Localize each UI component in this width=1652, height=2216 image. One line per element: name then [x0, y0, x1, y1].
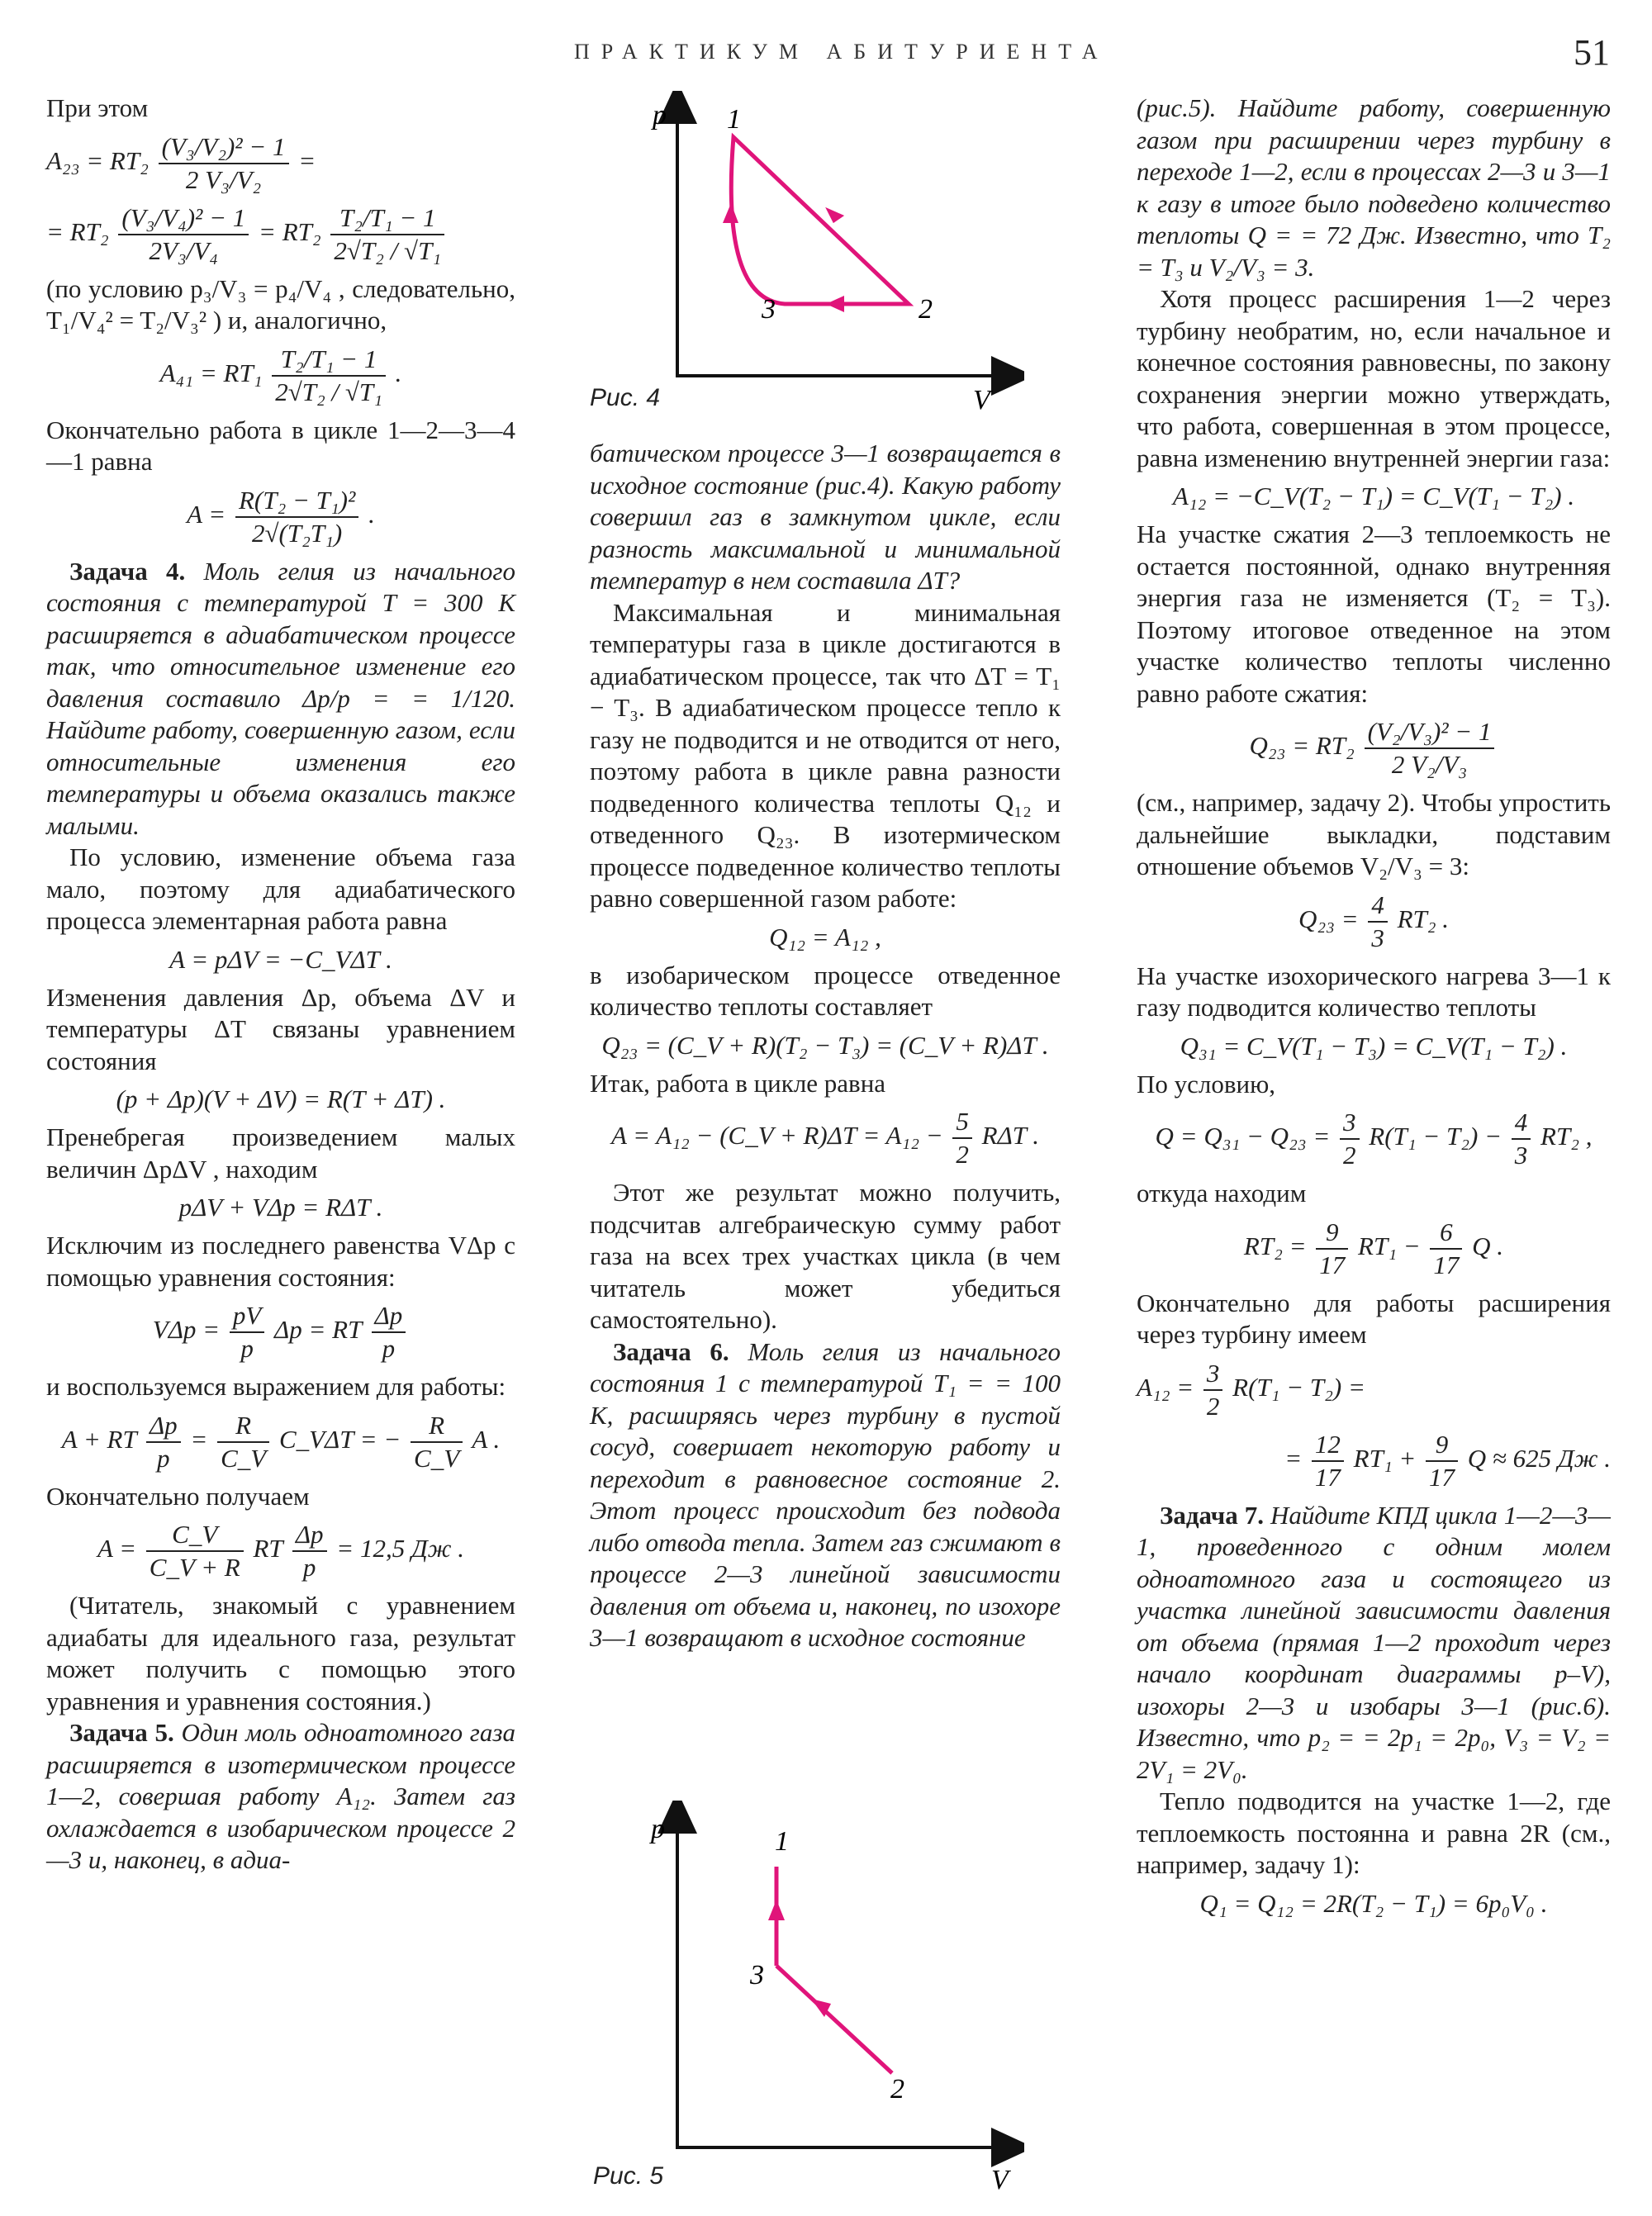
- paragraph: По условию,: [1137, 1069, 1276, 1099]
- fraction: [952, 1106, 972, 1170]
- task-text: Найдите КПД цикла 1—2—3—1, проведенного с одним молем одноатомного газа и состоящего из участка линейной зависимости давления от объема (прямая 1—2 проходит через начало координат диаграммы p–V), изохоры 2—3 и изобары 3—1 (рис.6). Известно, что p₂ = = 2p₁ = 2p₀, V₃ = V₂ = 2V₁ = 2V₀.: [1137, 1500, 1611, 1784]
- label-axis-p: p: [651, 1814, 665, 1844]
- fraction: [411, 1410, 463, 1474]
- label-axis-p: p: [653, 100, 667, 130]
- formula-part: Q = Q₃₁ − Q₂₃ =: [1155, 1122, 1331, 1151]
- denominator: C_V + R: [149, 1553, 240, 1582]
- paragraph: Тепло подводится на участке 1—2, где теплоемкость постоянна и равна 2R (см., например, задачу 1):: [1137, 1787, 1611, 1879]
- fraction: [1312, 1429, 1344, 1493]
- fraction: [272, 344, 386, 408]
- task-label: Задача 7.: [1160, 1500, 1265, 1530]
- denominator: 17: [1433, 1250, 1460, 1279]
- formula-part: .: [368, 499, 375, 529]
- figure-4: [578, 91, 1024, 421]
- formula: Q₂₃ = (C_V + R)(T₂ − T₃) = (C_V + R)ΔT .: [601, 1030, 1049, 1060]
- figure-caption: Рис. 5: [593, 2162, 664, 2190]
- paragraph: При этом: [46, 93, 149, 122]
- paragraph: Окончательно получаем: [46, 1481, 310, 1511]
- task-text: Моль гелия из начального состояния с температурой T = 300 К расширяется в адиабатическом процессе так, что относительное изменение его давления составило Δp/p = = 1/120. Найдите работу, совершенную газом, если относительные изменения его температуры и объема оказались также малыми.: [46, 556, 515, 840]
- formula-part: RT₂ ,: [1540, 1122, 1593, 1151]
- numerator: T₂/T₁ − 1: [272, 344, 386, 377]
- figure-5: [578, 1801, 1024, 2197]
- fraction: [217, 1410, 269, 1474]
- fraction: [292, 1519, 327, 1583]
- formula-part: A =: [97, 1534, 137, 1564]
- fraction: [230, 1300, 264, 1364]
- task-5: [46, 1717, 515, 1877]
- denominator: 2√T₂ / √T₁: [275, 377, 382, 406]
- numerator: R: [411, 1410, 463, 1443]
- numerator: 6: [1430, 1217, 1462, 1250]
- formula-part: A₁₂ =: [1137, 1372, 1194, 1402]
- numerator: C_V: [146, 1519, 244, 1552]
- numerator: R(T₂ − T₁)²: [235, 485, 358, 518]
- formula-part: Q₂₃ =: [1298, 904, 1359, 933]
- label-point-3: 3: [750, 1960, 764, 1991]
- paragraph: Окончательно для работы расширения через турбину имеем: [1137, 1288, 1611, 1349]
- paragraph: Пренебрегая произведением малых величин ΔpΔV , находим: [46, 1122, 515, 1184]
- fraction: [118, 202, 249, 267]
- fraction: [146, 1410, 181, 1474]
- paragraph: (по условию p₃/V₃ = p₄/V₄ , следовательно, T₁/V₄² = T₂/V₃² ) и, аналогично,: [46, 273, 515, 335]
- fraction: [1203, 1358, 1223, 1422]
- fraction: [1368, 890, 1388, 954]
- formula-part: RT: [253, 1534, 283, 1564]
- formula-a12: [1137, 1358, 1611, 1422]
- denominator: 17: [1314, 1462, 1341, 1492]
- formula-part: Δp = RT: [274, 1315, 362, 1345]
- label-point-1: 1: [727, 104, 741, 135]
- fraction: [1316, 1217, 1348, 1281]
- running-title: ПРАКТИКУМ АБИТУРИЕНТА: [574, 40, 1109, 64]
- numerator: Δp: [372, 1300, 406, 1333]
- formula-vdp: [46, 1300, 515, 1364]
- paragraph: (Читатель, знакомый с уравнением адиабаты для идеального газа, результат может получить с помощью этого уравнения и уравнения состояния.): [46, 1591, 515, 1715]
- formula-part: RT₂ .: [1397, 904, 1450, 933]
- fraction: [372, 1300, 406, 1364]
- label-point-3: 3: [762, 294, 776, 325]
- paragraph: На участке изохорического нагрева 3—1 к газу подводится количество теплоты: [1137, 961, 1611, 1022]
- denominator: 2 V₂/V₃: [1391, 750, 1468, 779]
- fraction: [1426, 1429, 1458, 1493]
- numerator: 3: [1203, 1358, 1223, 1391]
- numerator: 5: [952, 1106, 972, 1139]
- column-middle: [590, 438, 1061, 1654]
- arrow-3-1: [768, 1900, 785, 1920]
- paragraph: в изобарическом процессе отведенное количество теплоты составляет: [590, 960, 1061, 1021]
- numerator: Δp: [146, 1410, 181, 1443]
- denominator: 3: [1371, 923, 1384, 952]
- formula-a23-cont: [46, 202, 515, 267]
- page-header: [0, 0, 1652, 91]
- paragraph: батическом процессе 3—1 возвращается в исходное состояние (рис.4). Какую работу совершил газ в замкнутом цикле, если разность максимальной и минимальной температур в нем составила ΔT?: [590, 439, 1061, 595]
- formula: (p + Δp)(V + ΔV) = R(T + ΔT) .: [116, 1084, 446, 1113]
- denominator: p: [382, 1334, 396, 1363]
- label-point-2: 2: [890, 2074, 904, 2104]
- denominator: 2√(T₂T₁): [252, 518, 343, 548]
- denominator: p: [240, 1334, 254, 1363]
- formula-part: A₄₁ = RT₁: [159, 358, 263, 387]
- label-point-2: 2: [919, 294, 933, 325]
- formula-a41: [46, 344, 515, 408]
- formula-part: RΔT .: [981, 1121, 1039, 1151]
- denominator: 2√T₂ / √T₁: [334, 235, 442, 265]
- figure-caption: Рис. 4: [590, 384, 661, 411]
- paragraph: По условию, изменение объема газа мало, поэтому для адиабатического процесса элементарная работа равна: [46, 842, 515, 935]
- formula-part: A = A₁₂ − (C_V + R)ΔT = A₁₂ −: [611, 1121, 943, 1151]
- formula-work: [46, 1410, 515, 1474]
- formula-part: RT₂ =: [1243, 1231, 1307, 1260]
- formula-part: A .: [472, 1424, 501, 1454]
- task-label: Задача 5.: [69, 1718, 174, 1747]
- numerator: R: [217, 1410, 269, 1443]
- numerator: 4: [1512, 1107, 1531, 1140]
- paragraph: На участке сжатия 2—3 теплоемкость не остается постоянной, однако внутренняя энергия газа не изменяется (T₂ = T₃). Поэтому итоговое отведенное на этом участке количество теплоты численно равно работе сжатия:: [1137, 520, 1611, 708]
- formula-rt2: [1137, 1217, 1611, 1281]
- formula-part: A₂₃ = RT₂: [46, 145, 149, 175]
- formula: A = pΔV = −C_VΔT .: [169, 944, 392, 974]
- formula-q23-num: [1137, 890, 1611, 954]
- numerator: (V₃/V₄)² − 1: [118, 202, 249, 235]
- numerator: 4: [1368, 890, 1388, 923]
- formula-part: Q ≈ 625 Дж .: [1467, 1443, 1611, 1473]
- formula-part: C_VΔT = −: [278, 1424, 401, 1454]
- denominator: 2: [1343, 1141, 1356, 1170]
- formula-part: A + RT: [61, 1424, 137, 1454]
- column-right: [1137, 93, 1611, 1926]
- fraction: [1365, 716, 1495, 781]
- numerator: (V₃/V₂)² − 1: [159, 131, 289, 164]
- formula-a-cycle: [46, 485, 515, 549]
- formula-q23: [1137, 716, 1611, 781]
- fraction: [159, 131, 289, 196]
- fraction: [1512, 1107, 1531, 1171]
- arrow-1-2: [825, 206, 845, 224]
- task-7: [1137, 1500, 1611, 1787]
- paragraph: откуда находим: [1137, 1179, 1307, 1208]
- denominator: 2V₃/V₄: [149, 235, 219, 265]
- formula-result: [46, 1519, 515, 1583]
- formula: pΔV + VΔp = RΔT .: [178, 1193, 383, 1222]
- paragraph: Итак, работа в цикле равна: [590, 1068, 886, 1098]
- page-number: 51: [1574, 32, 1610, 73]
- formula-part: RT₁ +: [1353, 1443, 1417, 1473]
- formula-part: .: [395, 358, 402, 387]
- fraction: [330, 202, 444, 267]
- denominator: 17: [1429, 1462, 1455, 1492]
- formula-part: RT₁ −: [1358, 1231, 1421, 1260]
- fraction: [146, 1519, 244, 1583]
- denominator: 2: [1206, 1391, 1220, 1421]
- paragraph: Хотя процесс расширения 1—2 через турбину необратим, но, если начальное и конечное состояния равновесны, по закону сохранения энергии можно утверждать, что работа, совершенная в этом процессе, равна изменению внутренней энергии газа:: [1137, 284, 1611, 472]
- paragraph: Окончательно работа в цикле 1—2—3—4—1 равна: [46, 415, 515, 476]
- formula-part: =: [298, 145, 316, 175]
- denominator: C_V: [221, 1443, 267, 1473]
- arrow-3-1: [723, 203, 738, 223]
- task-6: [590, 1336, 1061, 1654]
- label-axis-v: V: [991, 2165, 1009, 2195]
- denominator: 2: [956, 1140, 969, 1169]
- numerator: 3: [1340, 1107, 1360, 1140]
- label-point-1: 1: [775, 1826, 789, 1857]
- denominator: 17: [1319, 1250, 1346, 1279]
- numerator: 12: [1312, 1429, 1344, 1462]
- denominator: 3: [1514, 1141, 1528, 1170]
- arrow-2-3: [826, 296, 844, 312]
- numerator: 9: [1426, 1429, 1458, 1462]
- formula-part: R(T₁ − T₂) =: [1232, 1372, 1365, 1402]
- paragraph: Изменения давления Δp, объема ΔV и температуры ΔT связаны уравнением состояния: [46, 982, 515, 1075]
- formula-part: = RT₂: [259, 216, 321, 246]
- formula: A₁₂ = −C_V(T₂ − T₁) = C_V(T₁ − T₂) .: [1172, 482, 1575, 510]
- numerator: T₂/T₁ − 1: [330, 202, 444, 235]
- denominator: C_V: [414, 1443, 460, 1473]
- paragraph: Исключим из последнего равенства VΔp с помощью уравнения состояния:: [46, 1231, 515, 1292]
- formula-part: R(T₁ − T₂) −: [1369, 1122, 1502, 1151]
- cycle-path: [731, 137, 909, 304]
- formula-part: VΔp =: [152, 1315, 221, 1345]
- task-text: Моль гелия из начального состояния 1 с температурой T₁ = = 100 К, расширяясь через турбину в пустой сосуд, совершает некоторую работу и переходит в равновесное состояние 2. Этот процесс происходит без подвода либо отвода тепла. Затем газ сжимают в процессе 2—3 линейной зависимости давления от объема и, наконец, по изохоре 3—1 возвращают в исходное состояние: [590, 1336, 1061, 1652]
- fraction: [235, 485, 358, 549]
- task-label: Задача 4.: [69, 556, 186, 586]
- paragraph: Максимальная и минимальная температуры газа в цикле достигаются в адиабатическом процессе, так что ΔT = T₁ − T₃. В адиабатическом процессе тепло к газу не подводится и не отводится от него, поэтому работа в цикле равна разности подведенного количества теплоты Q₁₂ и отведенного Q₂₃. В изотермическом процессе подведенное количество теплоты равно совершенной газом работе:: [590, 597, 1061, 913]
- column-left: [46, 93, 515, 1877]
- task-label: Задача 6.: [613, 1336, 729, 1366]
- formula-part: Q .: [1472, 1231, 1504, 1260]
- formula-q: [1137, 1107, 1611, 1171]
- formula: Q₁ = Q₁₂ = 2R(T₂ − T₁) = 6p₀V₀ .: [1199, 1888, 1548, 1918]
- numerator: Δp: [292, 1519, 327, 1552]
- formula-part: =: [1284, 1443, 1303, 1473]
- denominator: p: [157, 1443, 170, 1473]
- numerator: pV: [230, 1300, 264, 1333]
- formula: Q₃₁ = C_V(T₁ − T₃) = C_V(T₁ − T₂) .: [1180, 1031, 1568, 1061]
- paragraph: (см., например, задачу 2). Чтобы упростить дальнейшие выкладки, подставим отношение объемов V₂/V₃ = 3:: [1137, 788, 1611, 880]
- task-4: [46, 556, 515, 842]
- denominator: 2 V₃/V₂: [185, 164, 262, 194]
- formula-part: Q₂₃ = RT₂: [1249, 731, 1355, 761]
- paragraph: и воспользуемся выражением для работы:: [46, 1372, 506, 1401]
- formula: Q₁₂ = A₁₂ ,: [769, 922, 881, 951]
- segment-2-3: [776, 1966, 892, 2073]
- formula-part: = RT₂: [46, 216, 109, 246]
- fraction: [1340, 1107, 1360, 1171]
- formula-part: =: [190, 1424, 208, 1454]
- label-axis-v: V: [973, 385, 990, 415]
- task-text: Один моль одноатомного газа расширяется в изотермическом процессе 1—2, совершая работу A₁₂. Затем газ охлаждается в изобарическом процессе 2—3 и, наконец, в адиа-: [46, 1718, 515, 1874]
- numerator: 9: [1316, 1217, 1348, 1250]
- formula-a12-result: [1137, 1429, 1611, 1493]
- paragraph: Этот же результат можно получить, подсчитав алгебраическую сумму работ газа на всех трех участках цикла (в чем читатель может убедиться самостоятельно).: [590, 1178, 1061, 1334]
- fraction: [1430, 1217, 1462, 1281]
- denominator: p: [302, 1553, 316, 1582]
- paragraph: (рис.5). Найдите работу, совершенную газом при расширении через турбину в переходе 1—2, если в процессах 2—3 и 3—1 к газу в итоге было подведено количество теплоты Q = = 72 Дж. Известно, что T₂ = T₃ и V₂/V₃ = 3.: [1137, 93, 1611, 282]
- formula-part: = 12,5 Дж .: [336, 1534, 465, 1564]
- formula-a23: [46, 131, 515, 196]
- numerator: (V₂/V₃)² − 1: [1365, 716, 1495, 749]
- formula-part: A =: [187, 499, 226, 529]
- formula-cycle-work: [590, 1106, 1061, 1170]
